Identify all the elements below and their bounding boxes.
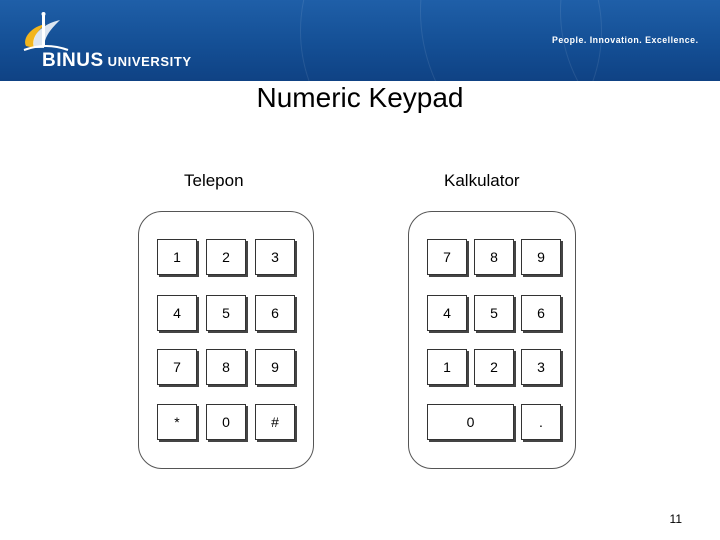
telepon-key-6[interactable]: 6	[255, 295, 295, 331]
telepon-key-2[interactable]: 2	[206, 239, 246, 275]
binus-logo	[16, 12, 246, 74]
kalkulator-key-2[interactable]: 2	[474, 349, 514, 385]
kalkulator-key-0[interactable]: 0	[427, 404, 514, 440]
kalkulator-key-decimal[interactable]: .	[521, 404, 561, 440]
telepon-key-7[interactable]: 7	[157, 349, 197, 385]
kalkulator-key-3[interactable]: 3	[521, 349, 561, 385]
telepon-key-4[interactable]: 4	[157, 295, 197, 331]
kalkulator-key-9[interactable]: 9	[521, 239, 561, 275]
kalkulator-key-4[interactable]: 4	[427, 295, 467, 331]
telepon-key-3[interactable]: 3	[255, 239, 295, 275]
header-banner	[0, 0, 720, 81]
telepon-label: Telepon	[184, 171, 244, 190]
telepon-key-star[interactable]: *	[157, 404, 197, 440]
tagline: People. Innovation. Excellence.	[552, 35, 699, 45]
telepon-key-9[interactable]: 9	[255, 349, 295, 385]
kalkulator-label: Kalkulator	[444, 171, 520, 190]
slide-number: 11	[669, 512, 682, 526]
kalkulator-key-8[interactable]: 8	[474, 239, 514, 275]
slide-title: Numeric Keypad	[256, 82, 464, 113]
logo-text	[42, 50, 192, 72]
telepon-key-1[interactable]: 1	[157, 239, 197, 275]
kalkulator-key-5[interactable]: 5	[474, 295, 514, 331]
kalkulator-key-6[interactable]: 6	[521, 295, 561, 331]
telepon-key-8[interactable]: 8	[206, 349, 246, 385]
telepon-key-5[interactable]: 5	[206, 295, 246, 331]
logo-suffix: UNIVERSITY	[107, 54, 192, 69]
kalkulator-key-1[interactable]: 1	[427, 349, 467, 385]
telepon-key-hash[interactable]: #	[255, 404, 295, 440]
kalkulator-key-7[interactable]: 7	[427, 239, 467, 275]
telepon-key-0[interactable]: 0	[206, 404, 246, 440]
logo-brand: BINUS	[42, 50, 104, 71]
